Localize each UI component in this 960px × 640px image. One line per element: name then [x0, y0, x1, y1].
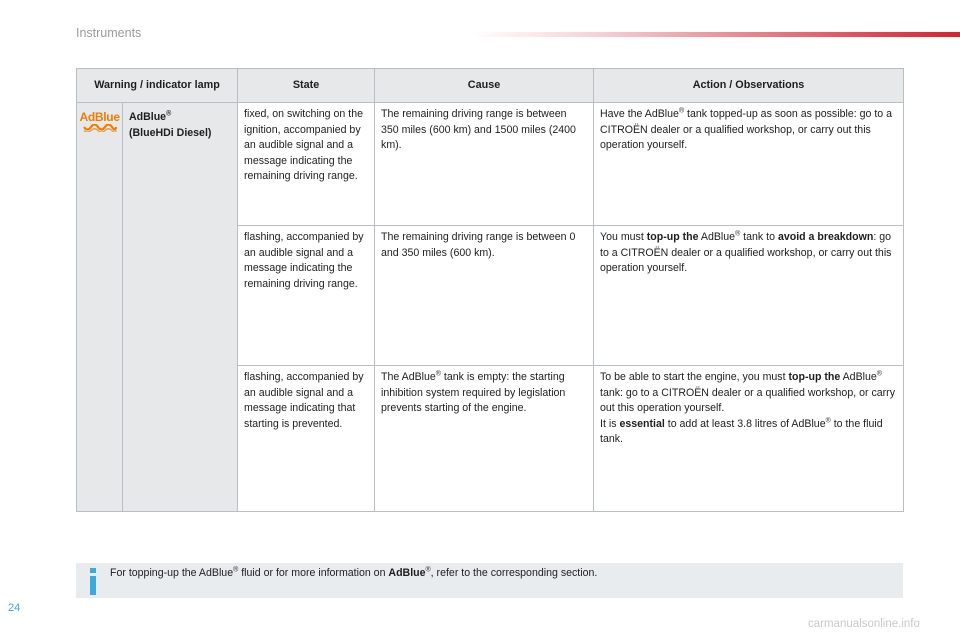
action-cell: [594, 103, 904, 226]
text: to the fluid tank.: [600, 417, 883, 445]
emphasis: top-up the: [788, 371, 841, 383]
column-header-lamp: Warning / indicator lamp: [77, 69, 238, 103]
text: For topping-up the AdBlue: [110, 567, 234, 579]
watermark: carmanualsonline.info: [808, 618, 920, 630]
text: tank is empty: the starting inhibition system required by legislation prevents starting of the engine.: [381, 371, 566, 414]
text: It is: [600, 417, 620, 430]
action-cell: [594, 226, 904, 366]
header-accent-bar: [470, 32, 960, 37]
text: tank topped-up as soon as possible: go to a CITROËN dealer or a qualified workshop, or carry out this operation yourself.: [600, 108, 893, 151]
text: Have the AdBlue: [600, 108, 679, 120]
emphasis: top-up the: [646, 231, 699, 243]
adblue-icon-label: AdBlue: [79, 110, 120, 124]
text: The AdBlue: [381, 371, 436, 383]
text: tank to: [740, 231, 778, 243]
reg-mark: ®: [425, 566, 431, 574]
lamp-icon-cell: [77, 103, 123, 512]
column-header-state: State: [238, 69, 375, 103]
column-header-action: Action / Observations: [594, 69, 904, 103]
text: You must: [600, 231, 647, 243]
cause-cell: [375, 366, 594, 512]
column-header-cause: Cause: [375, 69, 594, 103]
reg-mark: ®: [435, 370, 441, 378]
state-cell: flashing, accompanied by an audible signal and a message indicating that starting is prevented.: [238, 366, 375, 512]
adblue-wave-icon: [83, 124, 117, 132]
emphasis: AdBlue: [388, 567, 426, 579]
warning-lamp-table: [76, 68, 904, 512]
lamp-name-cell: [123, 103, 238, 512]
reg-mark: ®: [678, 107, 685, 115]
state-cell: flashing, accompanied by an audible signal and a message indicating the remaining driving range.: [238, 226, 375, 366]
reg-mark: ®: [876, 370, 882, 378]
text: : go to a CITROËN dealer or a qualified workshop, or carry out this operation yourself.: [600, 231, 892, 274]
text: to add at least 3.8 litres of AdBlue: [664, 417, 826, 430]
cause-cell: The remaining driving range is between 350 miles (600 km) and 1500 miles (2400 km).: [375, 103, 594, 226]
info-icon: [88, 568, 98, 595]
table-header-row: [77, 69, 904, 103]
action-cell: [594, 366, 904, 512]
reg-mark: ®: [735, 230, 741, 238]
text: To be able to start the engine, you must: [600, 371, 789, 383]
cause-cell: The remaining driving range is between 0 and 350 miles (600 km).: [375, 226, 594, 366]
text: , refer to the corresponding section.: [430, 567, 598, 579]
reg-mark: ®: [233, 566, 239, 574]
lamp-name-reg: ®: [166, 110, 172, 118]
table-row: [77, 103, 904, 226]
adblue-lamp-icon: [80, 111, 120, 132]
text: tank: go to a CITROËN dealer or a qualified workshop, or carry out this operation yourself.: [600, 386, 896, 414]
text: AdBlue: [698, 231, 736, 243]
emphasis: avoid a breakdown: [777, 231, 874, 243]
page-number: 24: [8, 602, 21, 614]
emphasis: essential: [619, 417, 665, 430]
section-title: Instruments: [76, 26, 142, 40]
text: AdBlue: [840, 371, 877, 383]
text: fluid or for more information on: [238, 567, 389, 579]
lamp-name: AdBlue: [129, 111, 167, 123]
info-text: [110, 567, 597, 579]
reg-mark: ®: [825, 416, 831, 424]
lamp-variant: (BlueHDi Diesel): [129, 126, 212, 139]
state-cell: fixed, on switching on the ignition, accompanied by an audible signal and a message indicating the remaining driving range.: [238, 103, 375, 226]
